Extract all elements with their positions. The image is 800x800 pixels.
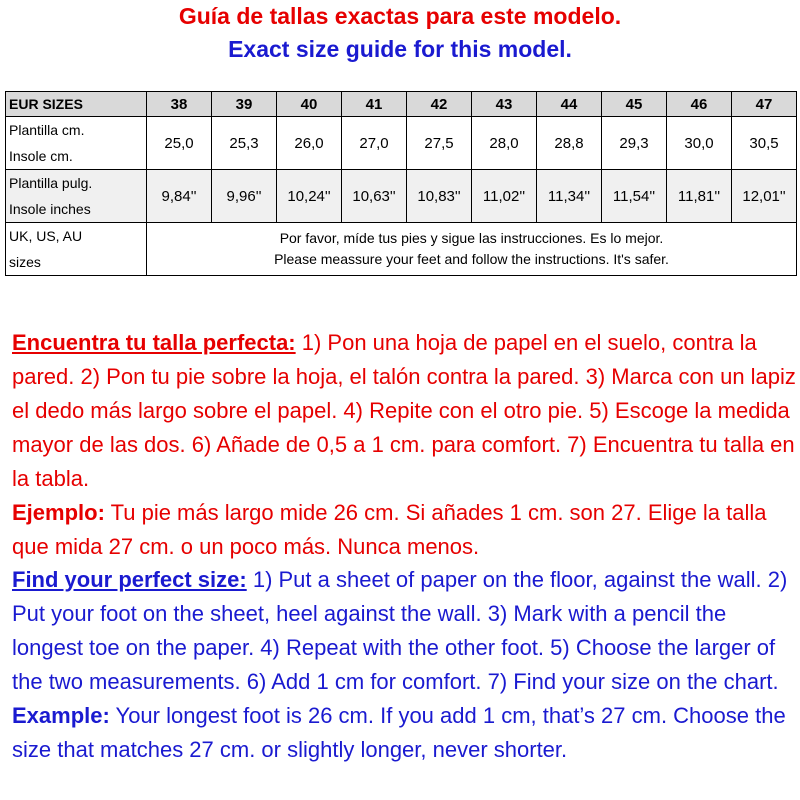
insole-cm-value: 25,3 [212, 117, 277, 170]
insole-inch-value: 9,96'' [212, 170, 277, 223]
insole-cm-value: 29,3 [602, 117, 667, 170]
uk-us-au-label-line2: sizes [9, 254, 41, 270]
size-header-cell: 43 [472, 92, 537, 117]
measure-note-en: Please meassure your feet and follow the instructions. It's safer. [274, 251, 669, 267]
insole-cm-value: 30,0 [667, 117, 732, 170]
size-header-cell: 44 [537, 92, 602, 117]
instructions-en-steps [12, 563, 798, 699]
insole-cm-value: 28,8 [537, 117, 602, 170]
example-es-body: Tu pie más largo mide 26 cm. Si añades 1 cm. son 27. Elige la talla que mida 27 cm. o un poco más. Nunca menos. [12, 500, 767, 559]
size-header-cell: 42 [407, 92, 472, 117]
insole-inch-value: 12,01'' [732, 170, 797, 223]
instructions-spanish [12, 326, 798, 564]
insole-inch-value: 10,83'' [407, 170, 472, 223]
instructions-english [12, 563, 798, 767]
uk-us-au-label-line1: UK, US, AU [9, 228, 83, 244]
insole-inch-value: 10,24'' [277, 170, 342, 223]
insole-inch-label-en: Insole inches [9, 201, 91, 217]
instructions-en-body: 1) Put a sheet of paper on the floor, against the wall. 2) Put your foot on the sheet, heel against the wall. 3) Mark with a pencil the longest toe on the paper. 4) Repeat with the other foot. 5) Choose the larger of the two measurements. 6) Add 1 cm for comfort. 7) Find your size on the chart. [12, 567, 788, 694]
measure-note [147, 223, 797, 276]
example-en-body: Your longest foot is 26 cm. If you add 1 cm, that’s 27 cm. Choose the size that matches 27 cm. or slightly longer, never shorter. [12, 703, 786, 762]
size-header-cell: 41 [342, 92, 407, 117]
insole-inch-value: 10,63'' [342, 170, 407, 223]
insole-cm-label [6, 117, 147, 170]
insole-inch-value: 11,81'' [667, 170, 732, 223]
insole-cm-value: 27,5 [407, 117, 472, 170]
insole-inch-value: 11,34'' [537, 170, 602, 223]
title-spanish: Guía de tallas exactas para este modelo. [178, 3, 622, 29]
size-table-container [5, 91, 797, 276]
insole-cm-label-es: Plantilla cm. [9, 122, 85, 138]
size-header-cell: 47 [732, 92, 797, 117]
eur-sizes-label: EUR SIZES [6, 92, 147, 117]
insole-cm-value: 25,0 [147, 117, 212, 170]
uk-us-au-row [6, 223, 797, 276]
insole-inch-label-es: Plantilla pulg. [9, 175, 93, 191]
example-es [12, 496, 798, 564]
insole-inch-label [6, 170, 147, 223]
insole-inch-row [6, 170, 797, 223]
instructions-es-body: 1) Pon una hoja de papel en el suelo, contra la pared. 2) Pon tu pie sobre la hoja, el talón contra la pared. 3) Marca con un lapiz el dedo más largo sobre el papel. 4) Repite con el otro pie. 5) Escoge la medida mayor de las dos. 6) Añade de 0,5 a 1 cm. para comfort. 7) Encuentra tu talla en la tabla. [12, 330, 796, 491]
instructions-es-steps [12, 326, 798, 496]
insole-cm-value: 27,0 [342, 117, 407, 170]
instructions-es-heading: Encuentra tu talla perfecta: [12, 330, 296, 355]
example-en-label: Example: [12, 703, 110, 728]
insole-inch-value: 9,84'' [147, 170, 212, 223]
size-header-cell: 39 [212, 92, 277, 117]
instructions-en-heading: Find your perfect size: [12, 567, 247, 592]
insole-inch-value: 11,54'' [602, 170, 667, 223]
size-header-cell: 40 [277, 92, 342, 117]
size-header-cell: 38 [147, 92, 212, 117]
size-table [5, 91, 797, 276]
insole-cm-label-en: Insole cm. [9, 148, 73, 164]
example-es-label: Ejemplo: [12, 500, 105, 525]
size-header-cell: 46 [667, 92, 732, 117]
insole-cm-value: 30,5 [732, 117, 797, 170]
size-header-cell: 45 [602, 92, 667, 117]
insole-cm-value: 28,0 [472, 117, 537, 170]
insole-cm-value: 26,0 [277, 117, 342, 170]
title-english: Exact size guide for this model. [228, 36, 572, 62]
insole-inch-value: 11,02'' [472, 170, 537, 223]
size-header-row [6, 92, 797, 117]
measure-note-es: Por favor, míde tus pies y sigue las instrucciones. Es lo mejor. [279, 230, 664, 246]
uk-us-au-label [6, 223, 147, 276]
insole-cm-row [6, 117, 797, 170]
example-en [12, 699, 798, 767]
